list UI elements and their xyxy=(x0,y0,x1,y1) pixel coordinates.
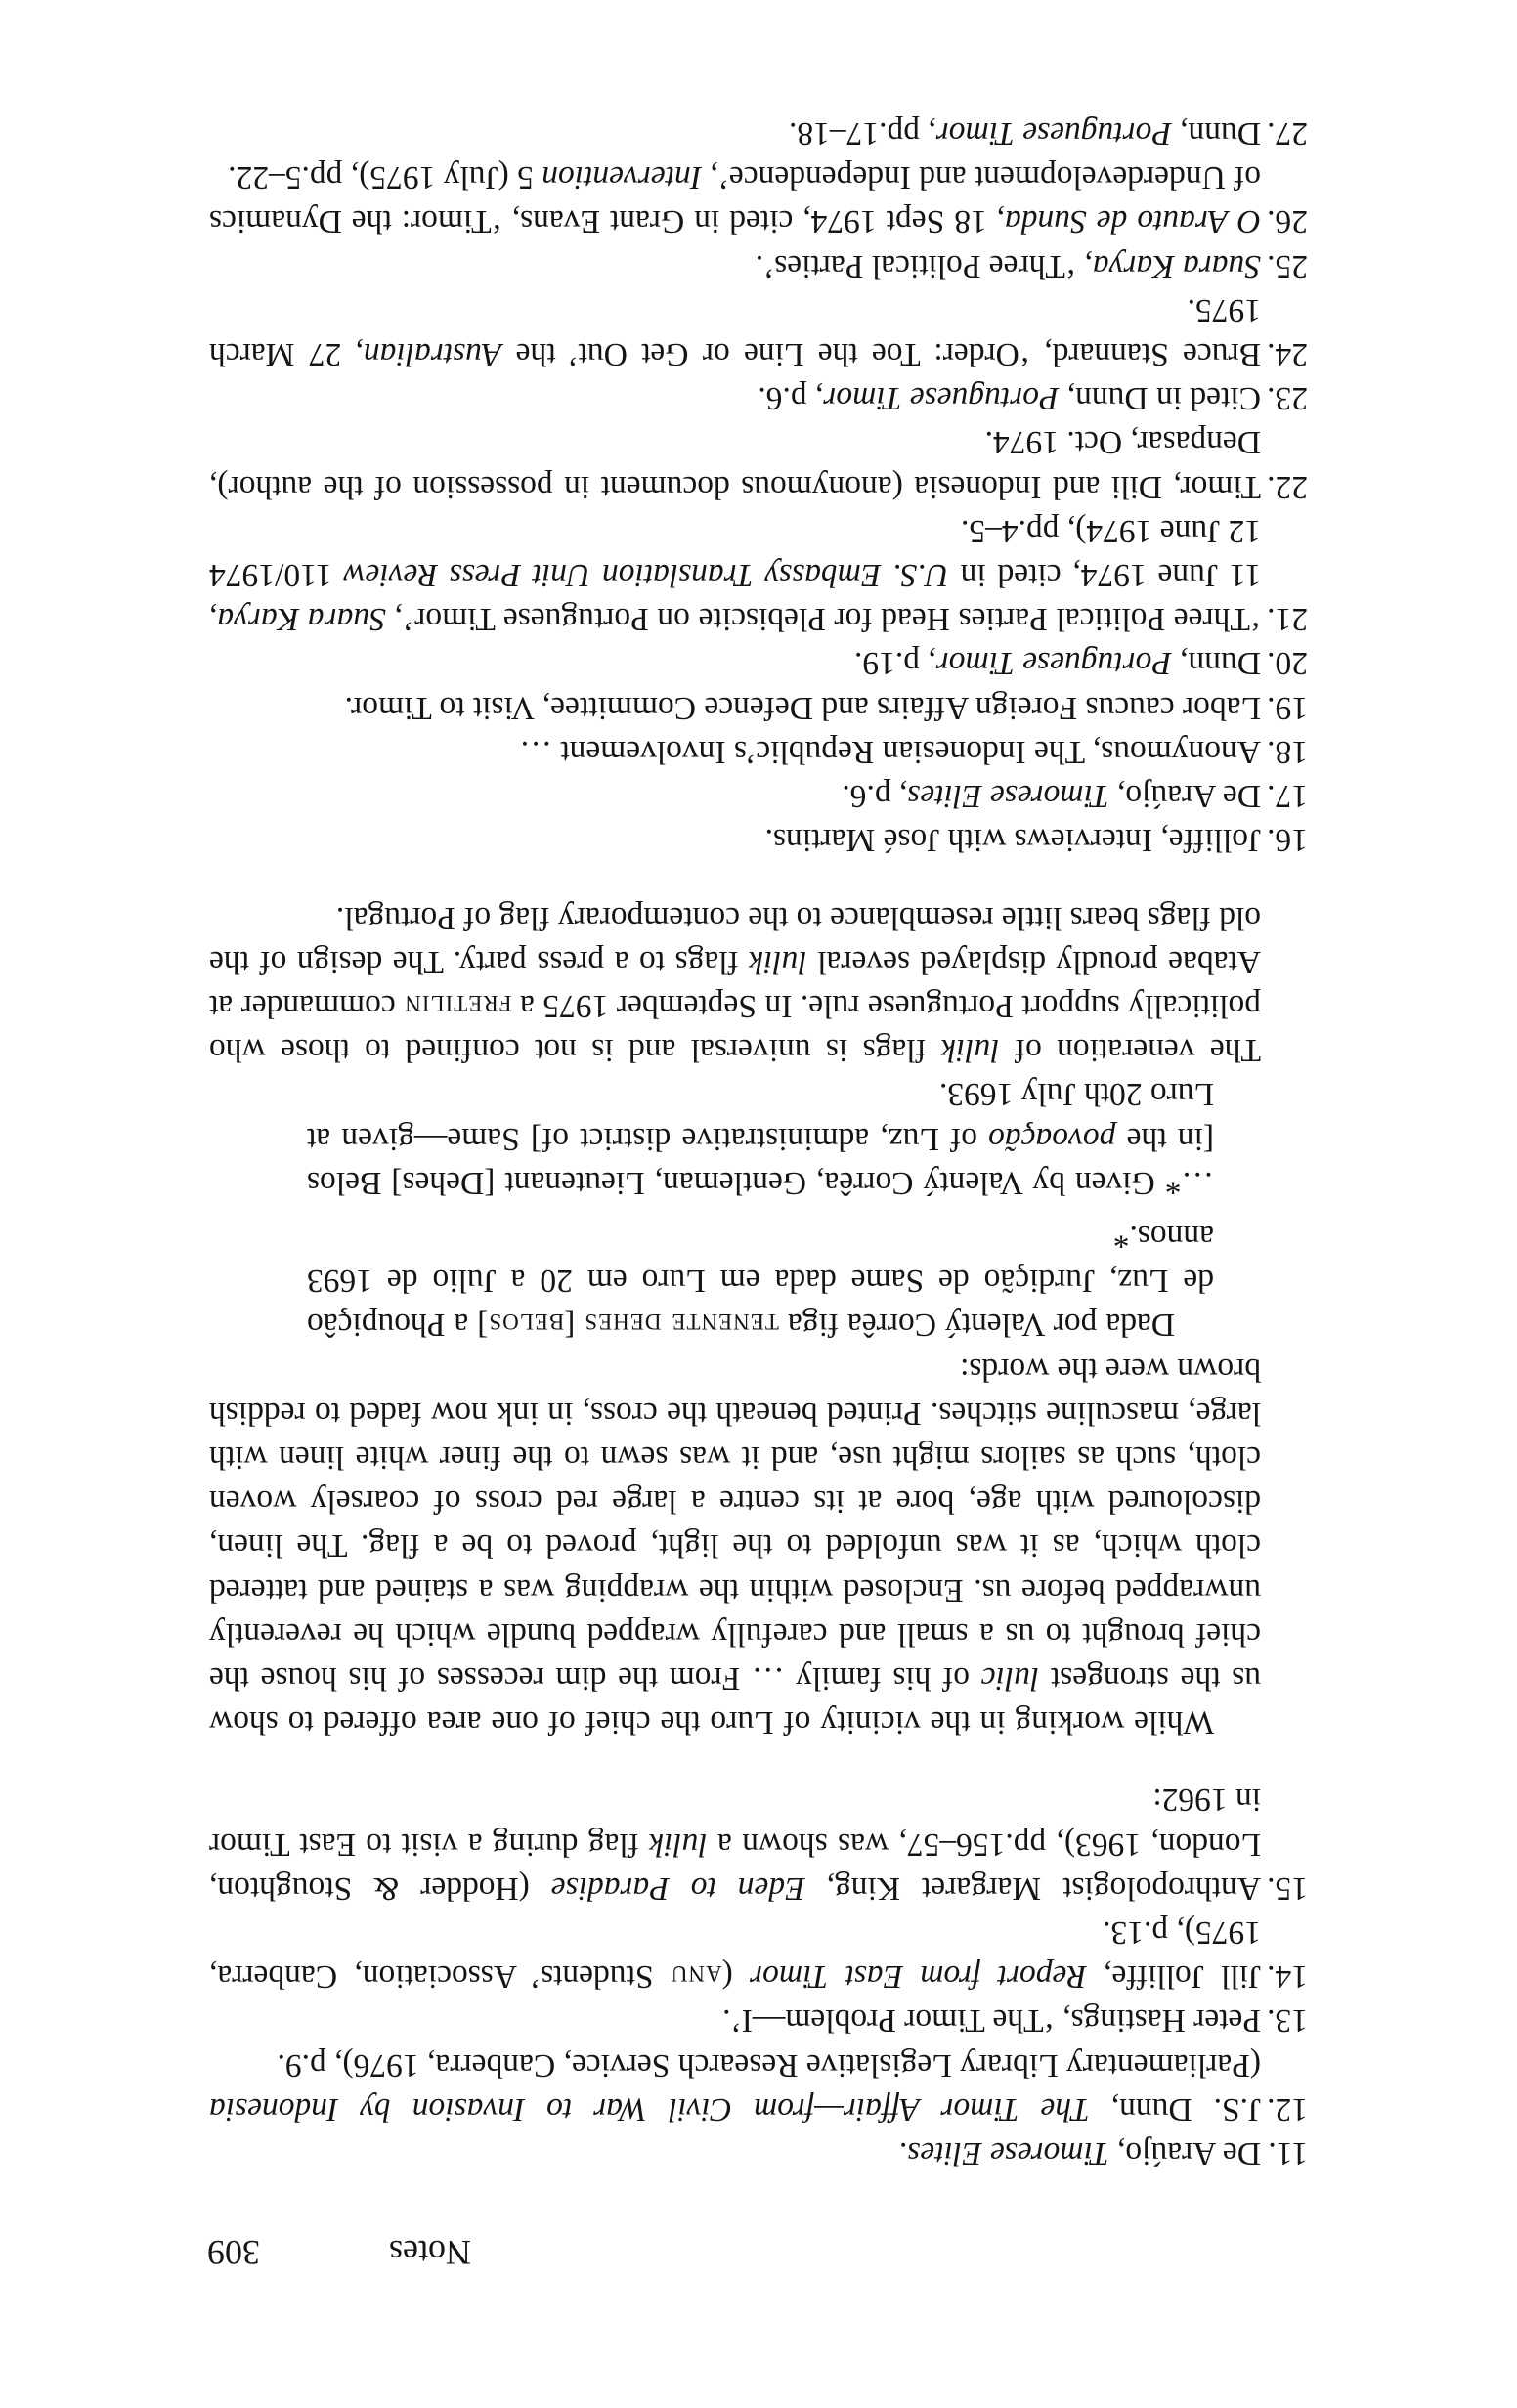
text: Labor caucus Foreign Affairs and Defence Committee, Visit to Timor. xyxy=(344,689,1261,726)
footnote-number: 14. xyxy=(1267,1958,1308,1996)
text: , 27 March 1975. xyxy=(208,291,1261,373)
footnote xyxy=(209,1911,1306,1999)
footnote xyxy=(209,818,1306,862)
text: [ xyxy=(564,1307,585,1344)
italic-text: Suara Karya xyxy=(217,601,386,638)
italic-text: Report from East Timor xyxy=(750,1958,1087,1996)
notes-list-a xyxy=(209,1778,1306,2175)
footnote-text xyxy=(765,822,1261,858)
text: commander at Atabae proudly displayed several xyxy=(209,943,1261,1024)
text: Bruce Stannard, ‘Order: Toe the Line or Get Out’ the xyxy=(501,336,1261,373)
italic-text: lulik xyxy=(649,1826,708,1863)
italic-text: Portuguese Timor xyxy=(935,115,1172,152)
small-caps-text: tenente dehes xyxy=(584,1307,779,1344)
text: flag during a visit to East Timor in 1962: xyxy=(209,1782,1261,1863)
text: …* Given by Valentý Corrêa, Gentleman, Lieutenant [Dehes] Belos [in the xyxy=(307,1120,1214,1201)
italic-text: lulik xyxy=(749,943,807,980)
footnote-number: 23. xyxy=(1267,380,1308,417)
text: , p.6. xyxy=(842,778,908,815)
text: , 11 June 1974, cited in xyxy=(209,557,1261,638)
footnote-text xyxy=(209,1914,1261,1995)
footnote-text xyxy=(345,690,1261,726)
footnote xyxy=(209,1999,1306,2042)
footnote-text xyxy=(842,778,1261,814)
small-caps-text: fretilin xyxy=(404,987,512,1024)
footnote xyxy=(209,2042,1306,2130)
text: , ‘Three Political Parties’. xyxy=(755,247,1093,284)
footnote-number: 24. xyxy=(1267,336,1308,373)
italic-text: U.S. Embassy Translation Unit Press Review xyxy=(343,557,949,594)
text: J.S. Dunn, xyxy=(1089,2090,1261,2128)
footnote xyxy=(209,641,1306,685)
footnote xyxy=(209,509,1306,642)
footnote-text xyxy=(209,513,1261,637)
footnote-number: 12. xyxy=(1267,2090,1308,2128)
footnote-number: 13. xyxy=(1267,2002,1308,2040)
text: Peter Hastings, ‘The Timor Problem—I’. xyxy=(722,2002,1261,2040)
text: (Parliamentary Library Legislative Research Service, Canberra, 1976), p.9. xyxy=(277,2046,1261,2084)
quoted-excerpt xyxy=(209,895,1306,1744)
text: The veneration of xyxy=(999,1032,1261,1069)
italic-text: Suara Karya xyxy=(1092,247,1261,284)
footnote-number: 20. xyxy=(1267,645,1308,682)
footnote-number: 15. xyxy=(1267,1870,1308,1907)
text: flags to a press party. The design of the old flags bears little resemblance to the contemporary flag of Portugal. xyxy=(209,899,1261,980)
footnote xyxy=(209,243,1306,287)
text: flags is universal and is not confined to those who politically support Portuguese rule. In September 1975 a xyxy=(209,987,1261,1069)
text: ‘Three Political Parties Head for Plebiscite on Portuguese Timor’, xyxy=(385,601,1261,638)
flag-inscription-portuguese xyxy=(209,1215,1261,1348)
text: ] a Phoupiçâo de Luz, Jurdição de Same dada em Luro em 20 a Julio de 1693 annos.* xyxy=(306,1218,1214,1344)
footnote xyxy=(209,155,1306,243)
text: ( xyxy=(721,1958,751,1996)
footnote-text xyxy=(209,424,1261,504)
footnote xyxy=(209,288,1306,376)
footnote-text xyxy=(758,380,1261,416)
footnote-number: 18. xyxy=(1267,733,1308,770)
footnote-number: 27. xyxy=(1267,115,1308,152)
text: of his family … From the dim recesses of his house the chief brought to us a small and carefully wrapped bundle which he reverently unwrapped before us. Enclosed within the wrapping was a stained and tattered cloth which, as it was unfolded to the light, proved to be a flag. The linen, discoloured with age, bore at its centre a large red cross of coarsely woven cloth, such as sailors might use, and it was sewn to the finer white linen with large, masculine stitches. Printed beneath the cross, in ink now faded to reddish brown were the words: xyxy=(209,1351,1261,1697)
small-caps-text: belos xyxy=(488,1307,565,1344)
footnote-text xyxy=(209,159,1261,239)
footnote-text xyxy=(756,248,1261,284)
footnote-number: 22. xyxy=(1267,468,1308,505)
notes-body xyxy=(209,111,1306,2175)
footnote-number: 25. xyxy=(1267,247,1308,284)
italic-text: Australian xyxy=(363,336,502,373)
footnote-text xyxy=(854,646,1261,682)
italic-text: povoação xyxy=(988,1120,1116,1157)
text: Dada por Valentý Corrêa figa xyxy=(778,1307,1175,1344)
footnote xyxy=(209,111,1306,155)
text: Anthropologist Margaret King, xyxy=(804,1870,1261,1907)
text: , p.6. xyxy=(758,380,824,417)
footnote xyxy=(209,774,1306,818)
running-header xyxy=(207,2234,471,2273)
text: While working in the vicinity of Luro the chief of one area offered to show us the strongest xyxy=(209,1659,1261,1742)
footnote-number: 21. xyxy=(1267,601,1308,638)
italic-text: Timorese Elites xyxy=(907,778,1109,815)
notes-list-b xyxy=(209,111,1306,862)
italic-text: Intervention xyxy=(542,159,702,196)
excerpt-paragraph-1 xyxy=(209,1347,1261,1744)
text: De Araújo, xyxy=(1108,2135,1261,2172)
text: Jill Jolliffe, xyxy=(1086,1958,1261,1996)
text: Cited in Dunn, xyxy=(1059,380,1261,417)
text: Jolliffe, Interviews with José Martins. xyxy=(764,822,1261,859)
page-number: 309 xyxy=(207,2233,260,2272)
excerpt-paragraph-2 xyxy=(209,895,1261,1072)
footnote-text xyxy=(209,292,1261,372)
footnote-text xyxy=(519,734,1261,770)
footnote xyxy=(209,1778,1306,1911)
italic-text: Timorese Elites xyxy=(907,2135,1109,2172)
text: 110/1974 12 June 1974), pp.4–5. xyxy=(209,512,1261,594)
footnote-number: 16. xyxy=(1267,822,1308,859)
footnote-number: 11. xyxy=(1268,2135,1308,2172)
text: Timor, Dili and Indonesia (anonymous document in possession of the author), Denpasar, Oct. 1974. xyxy=(209,424,1261,505)
text: of Luz, administrative district of] Same—given at Luro 20th July 1693. xyxy=(307,1076,1214,1157)
footnote-text xyxy=(209,2047,1261,2128)
italic-text: The Timor Affair—from Civil War to Invasion by Indonesia xyxy=(209,2090,1090,2128)
text: Students’ Association, Canberra, 1975), p.13. xyxy=(209,1914,1261,1996)
text: Dunn, xyxy=(1171,645,1261,682)
text: Dunn, xyxy=(1171,115,1261,152)
footnote xyxy=(209,730,1306,774)
text: , 18 Sept 1974, cited in Grant Evans, ‘Timor: the Dynamics of Underdevelopment and Independence’, xyxy=(209,159,1261,240)
text: 5 (July 1975), pp.5–22. xyxy=(228,159,542,196)
footnote xyxy=(209,2131,1306,2175)
text: , p.19. xyxy=(854,645,936,682)
footnote-text xyxy=(789,115,1261,151)
running-header-title: Notes xyxy=(389,2233,471,2272)
text: , pp.17–18. xyxy=(789,115,936,152)
footnote-text xyxy=(899,2135,1261,2172)
italic-text: Portuguese Timor xyxy=(823,380,1060,417)
small-caps-text: anu xyxy=(670,1958,722,1996)
footnote-text xyxy=(209,1782,1261,1906)
text: De Araújo, xyxy=(1108,778,1261,815)
text: (Hodder & Stoughton, London, 1963), pp.156–57, was shown a xyxy=(209,1826,1261,1907)
footnote xyxy=(209,420,1306,508)
footnote-number: 17. xyxy=(1267,778,1308,815)
footnote-text xyxy=(722,2002,1261,2039)
footnote-number: 19. xyxy=(1267,689,1308,726)
italic-text: lulik xyxy=(941,1032,1000,1069)
footnote-number: 26. xyxy=(1267,203,1308,240)
text: . xyxy=(898,2135,908,2172)
footnote xyxy=(209,376,1306,420)
flag-inscription-translation xyxy=(209,1072,1261,1205)
italic-text: O Arauto de Sunda xyxy=(1005,203,1261,240)
text: Anonymous, The Indonesian Republic’s Involvement … xyxy=(519,733,1261,770)
italic-text: lulic xyxy=(980,1659,1040,1697)
footnote xyxy=(209,686,1306,730)
italic-text: Portuguese Timor xyxy=(935,645,1172,682)
italic-text: Eden to Paradise xyxy=(550,1870,805,1907)
